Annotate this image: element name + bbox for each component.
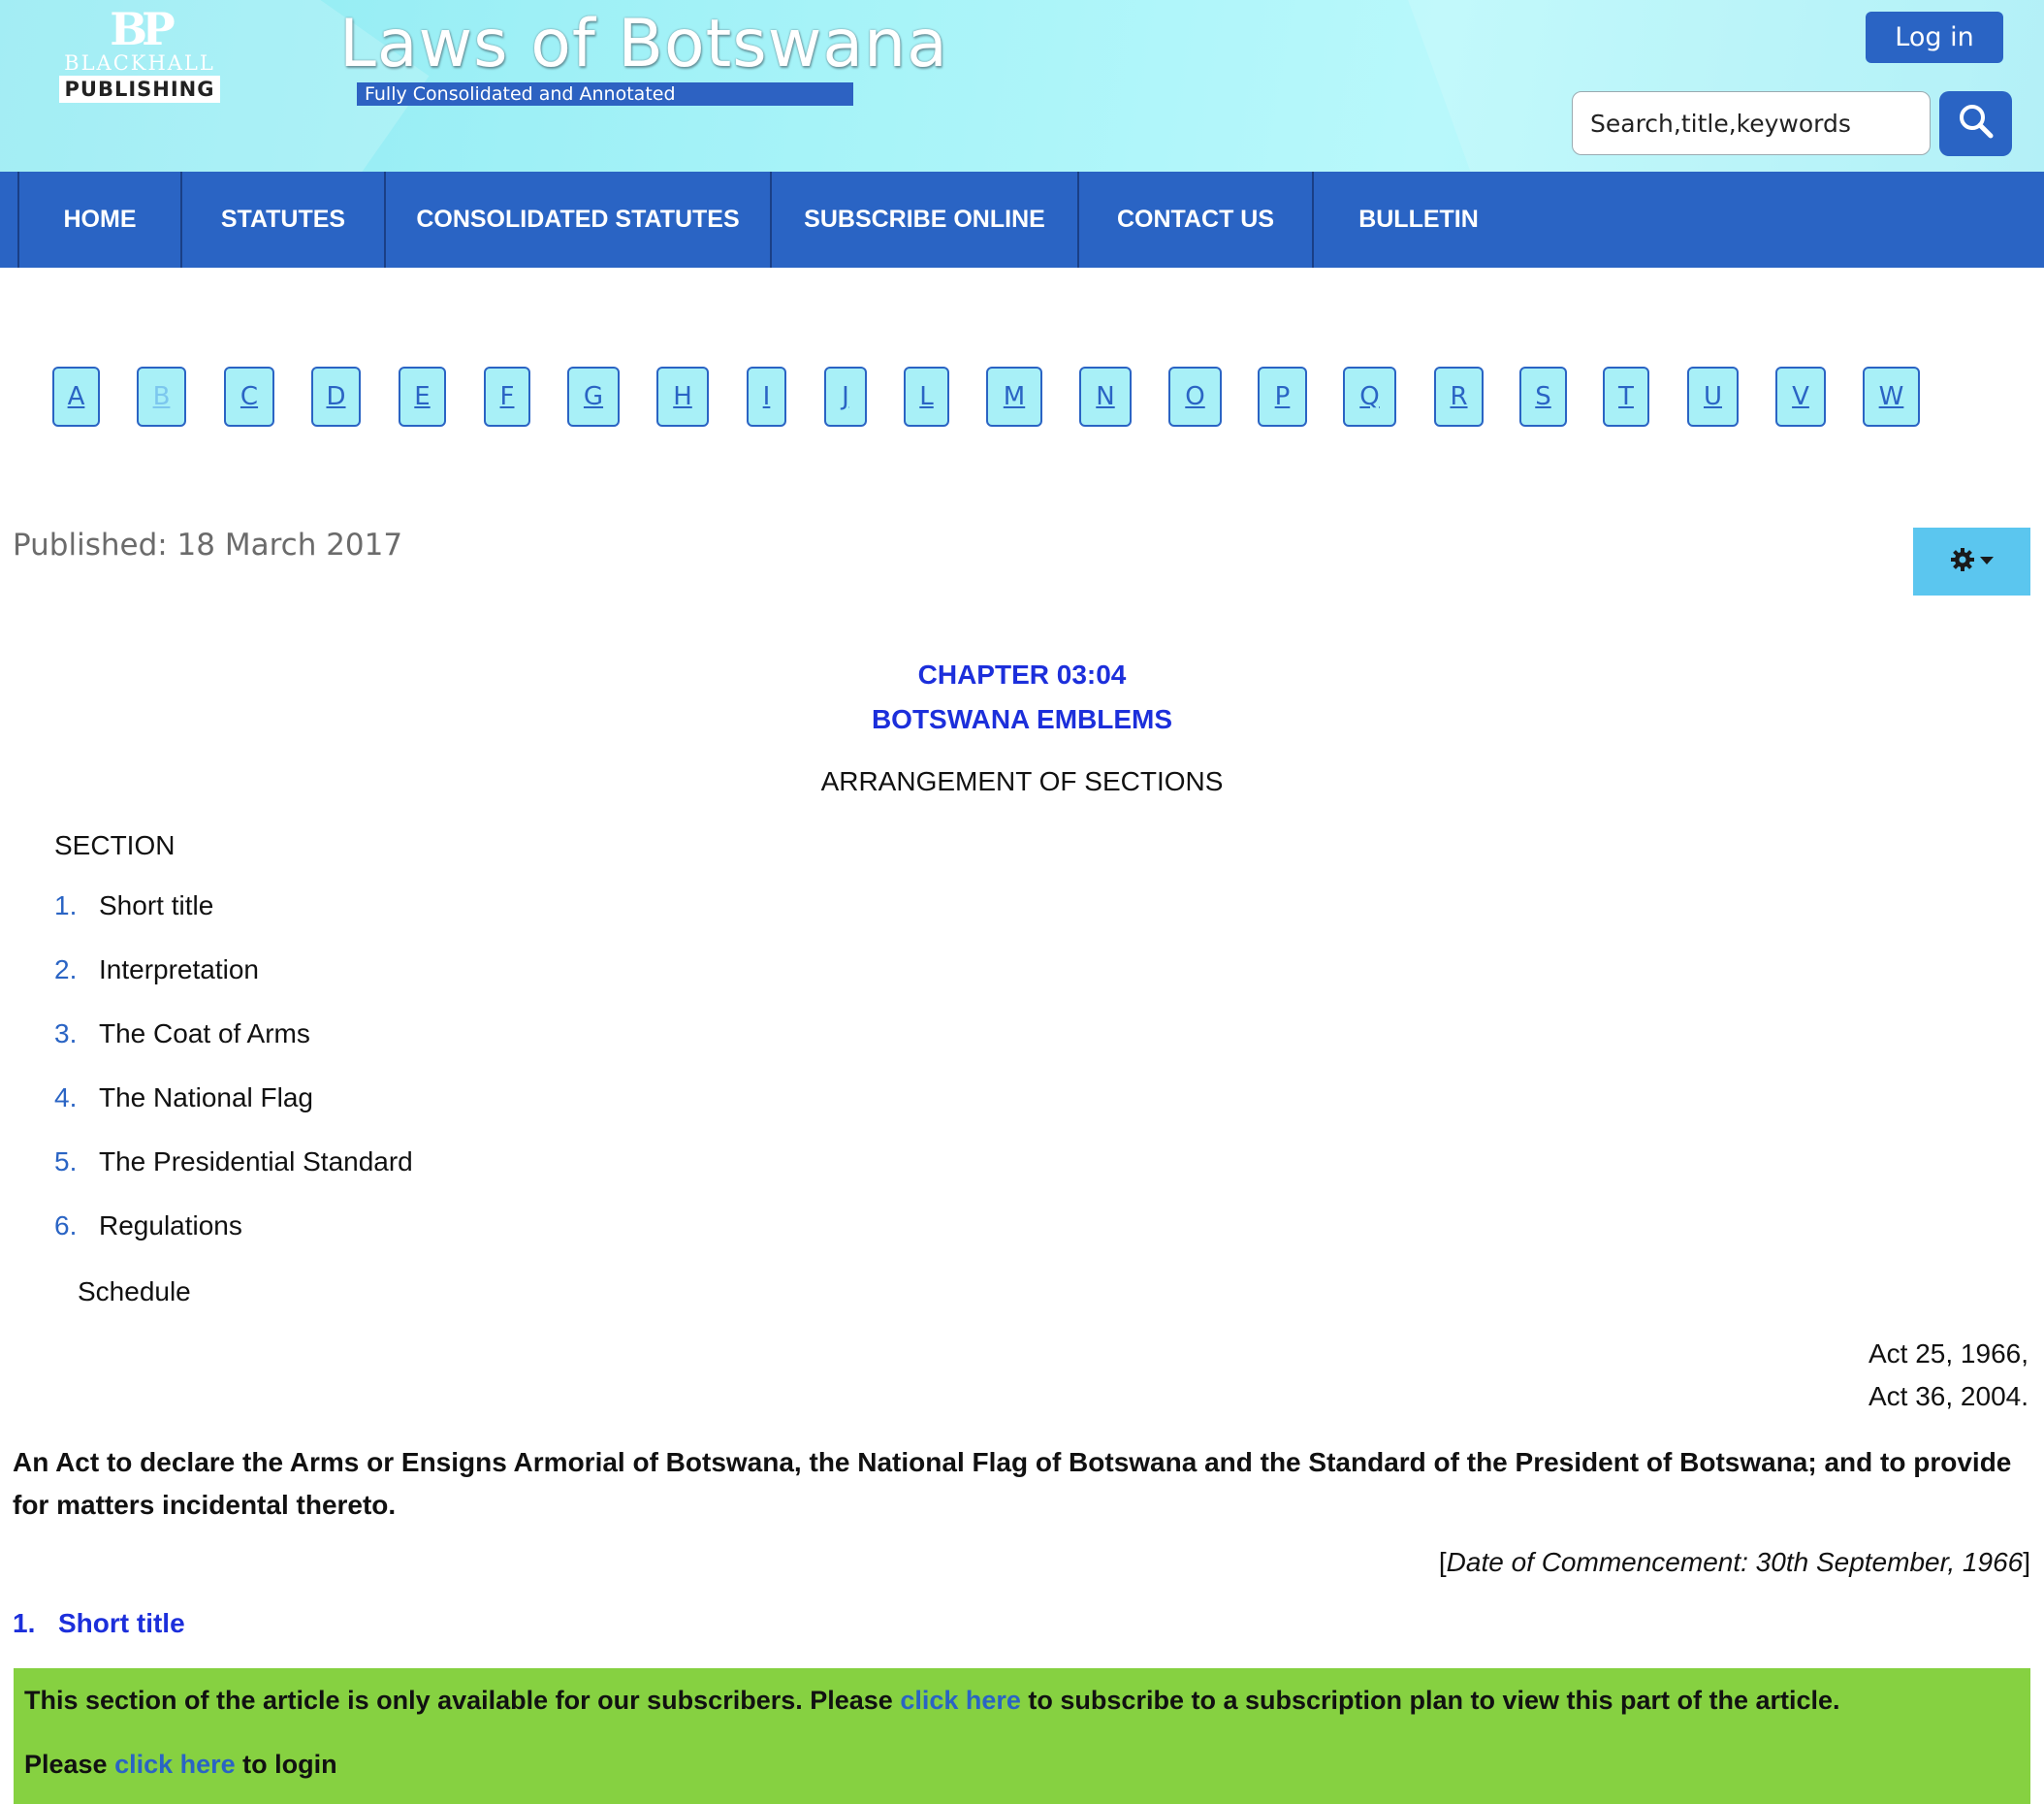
subscribe-text: This section of the article is only available for our subscribers. Please xyxy=(24,1686,901,1715)
section-title: Short title xyxy=(58,1608,185,1638)
published-date: Published: 18 March 2017 xyxy=(13,528,403,563)
toc-item[interactable] xyxy=(54,890,213,929)
subscribe-link[interactable]: click here xyxy=(900,1686,1021,1715)
act-reference: Act 36, 2004. xyxy=(1868,1381,2028,1411)
nav-bulletin[interactable]: BULLETIN xyxy=(1312,172,1523,268)
subscription-notice xyxy=(14,1668,2030,1804)
search-button[interactable] xyxy=(1939,91,2012,156)
section-number: 1. xyxy=(13,1608,36,1638)
toc-number: 3. xyxy=(54,1018,78,1048)
letter-m[interactable]: M xyxy=(986,367,1042,427)
toc-item[interactable] xyxy=(54,1082,313,1121)
gear-icon xyxy=(1950,547,1975,577)
commencement-text: Date of Commencement: 30th September, 1966 xyxy=(1446,1547,2024,1577)
commencement-open-bracket: [ xyxy=(1438,1547,1447,1577)
letter-d[interactable]: D xyxy=(311,367,361,427)
letter-v[interactable]: V xyxy=(1775,367,1826,427)
toc-title: The Coat of Arms xyxy=(99,1018,310,1048)
letter-u[interactable]: U xyxy=(1687,367,1739,427)
letter-r[interactable]: R xyxy=(1434,367,1484,427)
alphabet-index xyxy=(0,367,2044,429)
toc-item[interactable] xyxy=(54,1210,242,1249)
letter-l[interactable]: L xyxy=(904,367,949,427)
logo-mark-icon: BP xyxy=(110,3,170,55)
letter-a[interactable]: A xyxy=(52,367,100,427)
nav-contact-us[interactable]: CONTACT US xyxy=(1077,172,1312,268)
search-icon xyxy=(1957,102,1996,145)
login-text: to login xyxy=(235,1750,337,1779)
arrangement-heading: ARRANGEMENT OF SECTIONS xyxy=(820,766,1224,796)
toc-title: The Presidential Standard xyxy=(99,1146,413,1176)
act-reference: Act 25, 1966, xyxy=(1868,1338,2028,1369)
toc-item[interactable] xyxy=(54,954,259,993)
section-column-label: SECTION xyxy=(54,830,176,860)
site-subtitle: Fully Consolidated and Annotated xyxy=(357,82,853,106)
letter-s[interactable]: S xyxy=(1519,367,1567,427)
toc-number: 5. xyxy=(54,1146,78,1176)
commencement-close-bracket: ] xyxy=(2023,1547,2030,1577)
toc-title: The National Flag xyxy=(99,1082,314,1112)
letter-c[interactable]: C xyxy=(224,367,274,427)
toc-title: Regulations xyxy=(99,1210,242,1240)
publisher-logo[interactable] xyxy=(58,3,221,103)
letter-n[interactable]: N xyxy=(1079,367,1132,427)
toc-number: 4. xyxy=(54,1082,78,1112)
nav-subscribe-online[interactable]: SUBSCRIBE ONLINE xyxy=(770,172,1077,268)
main-navigation xyxy=(0,172,2044,268)
login-link[interactable]: click here xyxy=(114,1750,236,1779)
toc-title: Short title xyxy=(99,890,214,920)
toc-number: 2. xyxy=(54,954,78,984)
tools-dropdown-button[interactable] xyxy=(1913,528,2030,596)
act-title: BOTSWANA EMBLEMS xyxy=(871,704,1173,734)
subscribe-text: to subscribe to a subscription plan to view this part of the article. xyxy=(1020,1686,1840,1715)
letter-j[interactable]: J xyxy=(824,367,867,427)
act-long-title: An Act to declare the Arms or Ensigns Armorial of Botswana, the National Flag of Botswana and the Standard of the President of Botswana; and to provide for matters incidental thereto. xyxy=(13,1447,2012,1520)
letter-p[interactable]: P xyxy=(1258,367,1307,427)
letter-b[interactable]: B xyxy=(137,367,186,427)
logo-top-text: BLACKHALL xyxy=(64,51,215,75)
login-message xyxy=(24,1750,337,1780)
letter-h[interactable]: H xyxy=(656,367,709,427)
letter-t[interactable]: T xyxy=(1603,367,1649,427)
login-text: Please xyxy=(24,1750,115,1779)
letter-i[interactable]: I xyxy=(747,367,786,427)
search-input[interactable] xyxy=(1572,91,1931,155)
commencement-date xyxy=(1439,1547,2030,1578)
letter-o[interactable]: O xyxy=(1168,367,1222,427)
toc-item[interactable] xyxy=(54,1018,310,1057)
letter-q[interactable]: Q xyxy=(1343,367,1396,427)
toc-item[interactable] xyxy=(54,1146,413,1185)
chapter-number: CHAPTER 03:04 xyxy=(917,660,1127,690)
nav-consolidated-statutes[interactable]: CONSOLIDATED STATUTES xyxy=(384,172,770,268)
site-header xyxy=(0,0,2044,172)
site-title[interactable]: Laws of Botswana xyxy=(339,6,948,82)
caret-down-icon xyxy=(1979,553,1995,570)
letter-e[interactable]: E xyxy=(399,367,446,427)
letter-w[interactable]: W xyxy=(1863,367,1920,427)
section-heading xyxy=(13,1608,185,1639)
subscribe-message xyxy=(24,1686,1840,1716)
toc-number: 6. xyxy=(54,1210,78,1240)
nav-statutes[interactable]: STATUTES xyxy=(180,172,384,268)
letter-g[interactable]: G xyxy=(567,367,620,427)
toc-number: 1. xyxy=(54,890,78,920)
letter-f[interactable]: F xyxy=(484,367,530,427)
login-button[interactable]: Log in xyxy=(1866,12,2003,63)
schedule-link[interactable]: Schedule xyxy=(78,1276,191,1306)
nav-home[interactable]: HOME xyxy=(17,172,180,268)
logo-bottom-text: PUBLISHING xyxy=(59,76,221,103)
toc-title: Interpretation xyxy=(99,954,259,984)
